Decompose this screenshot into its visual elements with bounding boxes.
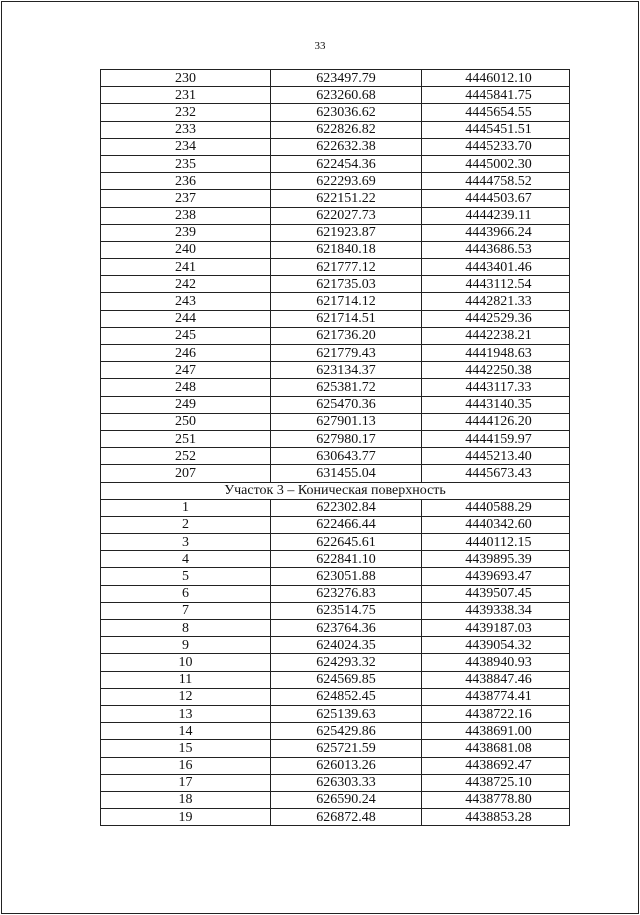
point-number-cell: 241 [101,259,271,276]
point-number-cell: 230 [101,70,271,87]
point-number-cell: 3 [101,534,271,551]
y-coordinate-cell: 4438691.00 [422,723,570,740]
point-number-cell: 17 [101,774,271,791]
y-coordinate-cell: 4445841.75 [422,87,570,104]
x-coordinate-cell: 627901.13 [271,413,422,430]
point-number-cell: 245 [101,327,271,344]
table-row [101,155,570,172]
point-number-cell: 11 [101,671,271,688]
y-coordinate-cell: 4444758.52 [422,173,570,190]
y-coordinate-cell: 4438722.16 [422,705,570,722]
table-row [101,723,570,740]
x-coordinate-cell: 623497.79 [271,70,422,87]
x-coordinate-cell: 623134.37 [271,362,422,379]
table-row [101,516,570,533]
point-number-cell: 4 [101,551,271,568]
y-coordinate-cell: 4443117.33 [422,379,570,396]
x-coordinate-cell: 622826.82 [271,121,422,138]
table-row [101,448,570,465]
y-coordinate-cell: 4445654.55 [422,104,570,121]
x-coordinate-cell: 621779.43 [271,345,422,362]
point-number-cell: 236 [101,173,271,190]
y-coordinate-cell: 4442250.38 [422,362,570,379]
table-row [101,620,570,637]
table-row [101,104,570,121]
section-heading: Участок 3 – Коническая поверхность [101,482,570,499]
y-coordinate-cell: 4442238.21 [422,327,570,344]
table-row [101,791,570,808]
x-coordinate-cell: 622645.61 [271,534,422,551]
x-coordinate-cell: 626872.48 [271,809,422,826]
x-coordinate-cell: 625381.72 [271,379,422,396]
point-number-cell: 2 [101,516,271,533]
y-coordinate-cell: 4445213.40 [422,448,570,465]
point-number-cell: 249 [101,396,271,413]
y-coordinate-cell: 4441948.63 [422,345,570,362]
table-row [101,499,570,516]
x-coordinate-cell: 622027.73 [271,207,422,224]
x-coordinate-cell: 621736.20 [271,327,422,344]
table-row [101,362,570,379]
y-coordinate-cell: 4442529.36 [422,310,570,327]
point-number-cell: 234 [101,138,271,155]
point-number-cell: 248 [101,379,271,396]
x-coordinate-cell: 623260.68 [271,87,422,104]
table-row [101,637,570,654]
point-number-cell: 16 [101,757,271,774]
x-coordinate-cell: 623036.62 [271,104,422,121]
table-row [101,345,570,362]
table-row [101,654,570,671]
point-number-cell: 18 [101,791,271,808]
table-row [101,327,570,344]
y-coordinate-cell: 4439054.32 [422,637,570,654]
table-row [101,379,570,396]
y-coordinate-cell: 4440112.15 [422,534,570,551]
table-row [101,207,570,224]
y-coordinate-cell: 4438692.47 [422,757,570,774]
table-row [101,602,570,619]
point-number-cell: 243 [101,293,271,310]
x-coordinate-cell: 625429.86 [271,723,422,740]
table-row [101,413,570,430]
coordinates-table-body [101,70,570,826]
table-row [101,774,570,791]
table-row [101,70,570,87]
x-coordinate-cell: 622454.36 [271,155,422,172]
point-number-cell: 252 [101,448,271,465]
table-row [101,121,570,138]
point-number-cell: 244 [101,310,271,327]
y-coordinate-cell: 4443140.35 [422,396,570,413]
coordinates-table [100,69,570,826]
y-coordinate-cell: 4438681.08 [422,740,570,757]
point-number-cell: 5 [101,568,271,585]
y-coordinate-cell: 4443966.24 [422,224,570,241]
y-coordinate-cell: 4445673.43 [422,465,570,482]
y-coordinate-cell: 4444503.67 [422,190,570,207]
point-number-cell: 242 [101,276,271,293]
y-coordinate-cell: 4444159.97 [422,430,570,447]
point-number-cell: 251 [101,430,271,447]
x-coordinate-cell: 626590.24 [271,791,422,808]
table-row [101,224,570,241]
x-coordinate-cell: 625470.36 [271,396,422,413]
table-row [101,310,570,327]
y-coordinate-cell: 4443112.54 [422,276,570,293]
table-row [101,705,570,722]
y-coordinate-cell: 4446012.10 [422,70,570,87]
table-row [101,190,570,207]
x-coordinate-cell: 625139.63 [271,705,422,722]
y-coordinate-cell: 4438774.41 [422,688,570,705]
table-row [101,259,570,276]
table-row [101,688,570,705]
x-coordinate-cell: 622151.22 [271,190,422,207]
x-coordinate-cell: 627980.17 [271,430,422,447]
x-coordinate-cell: 630643.77 [271,448,422,465]
point-number-cell: 240 [101,241,271,258]
x-coordinate-cell: 623276.83 [271,585,422,602]
point-number-cell: 235 [101,155,271,172]
table-row [101,740,570,757]
y-coordinate-cell: 4438853.28 [422,809,570,826]
table-row [101,241,570,258]
table-row [101,534,570,551]
x-coordinate-cell: 621714.51 [271,310,422,327]
x-coordinate-cell: 624569.85 [271,671,422,688]
table-row [101,757,570,774]
y-coordinate-cell: 4443401.46 [422,259,570,276]
point-number-cell: 15 [101,740,271,757]
y-coordinate-cell: 4438847.46 [422,671,570,688]
y-coordinate-cell: 4439187.03 [422,620,570,637]
point-number-cell: 7 [101,602,271,619]
x-coordinate-cell: 624024.35 [271,637,422,654]
x-coordinate-cell: 621714.12 [271,293,422,310]
point-number-cell: 13 [101,705,271,722]
x-coordinate-cell: 621923.87 [271,224,422,241]
point-number-cell: 232 [101,104,271,121]
section-heading-row [101,482,570,499]
x-coordinate-cell: 623051.88 [271,568,422,585]
table-row [101,568,570,585]
y-coordinate-cell: 4439895.39 [422,551,570,568]
x-coordinate-cell: 621840.18 [271,241,422,258]
table-row [101,396,570,413]
point-number-cell: 12 [101,688,271,705]
table-row [101,87,570,104]
x-coordinate-cell: 623764.36 [271,620,422,637]
y-coordinate-cell: 4440342.60 [422,516,570,533]
point-number-cell: 237 [101,190,271,207]
table-row [101,173,570,190]
y-coordinate-cell: 4444126.20 [422,413,570,430]
y-coordinate-cell: 4445233.70 [422,138,570,155]
point-number-cell: 10 [101,654,271,671]
y-coordinate-cell: 4438940.93 [422,654,570,671]
y-coordinate-cell: 4440588.29 [422,499,570,516]
point-number-cell: 233 [101,121,271,138]
point-number-cell: 1 [101,499,271,516]
x-coordinate-cell: 624293.32 [271,654,422,671]
table-row [101,671,570,688]
table-row [101,551,570,568]
point-number-cell: 231 [101,87,271,104]
y-coordinate-cell: 4439338.34 [422,602,570,619]
table-row [101,138,570,155]
y-coordinate-cell: 4438725.10 [422,774,570,791]
x-coordinate-cell: 626303.33 [271,774,422,791]
y-coordinate-cell: 4442821.33 [422,293,570,310]
point-number-cell: 250 [101,413,271,430]
x-coordinate-cell: 626013.26 [271,757,422,774]
x-coordinate-cell: 622632.38 [271,138,422,155]
y-coordinate-cell: 4445451.51 [422,121,570,138]
x-coordinate-cell: 622841.10 [271,551,422,568]
x-coordinate-cell: 624852.45 [271,688,422,705]
y-coordinate-cell: 4438778.80 [422,791,570,808]
point-number-cell: 8 [101,620,271,637]
x-coordinate-cell: 631455.04 [271,465,422,482]
x-coordinate-cell: 625721.59 [271,740,422,757]
point-number-cell: 14 [101,723,271,740]
y-coordinate-cell: 4439507.45 [422,585,570,602]
y-coordinate-cell: 4444239.11 [422,207,570,224]
table-row [101,585,570,602]
point-number-cell: 19 [101,809,271,826]
point-number-cell: 9 [101,637,271,654]
table-row [101,293,570,310]
table-row [101,809,570,826]
table-row [101,276,570,293]
table-row [101,465,570,482]
x-coordinate-cell: 621735.03 [271,276,422,293]
x-coordinate-cell: 621777.12 [271,259,422,276]
point-number-cell: 6 [101,585,271,602]
y-coordinate-cell: 4445002.30 [422,155,570,172]
x-coordinate-cell: 622293.69 [271,173,422,190]
x-coordinate-cell: 622302.84 [271,499,422,516]
point-number-cell: 207 [101,465,271,482]
x-coordinate-cell: 623514.75 [271,602,422,619]
x-coordinate-cell: 622466.44 [271,516,422,533]
point-number-cell: 247 [101,362,271,379]
point-number-cell: 238 [101,207,271,224]
page-number: 33 [314,40,326,52]
y-coordinate-cell: 4443686.53 [422,241,570,258]
point-number-cell: 239 [101,224,271,241]
point-number-cell: 246 [101,345,271,362]
y-coordinate-cell: 4439693.47 [422,568,570,585]
table-row [101,430,570,447]
